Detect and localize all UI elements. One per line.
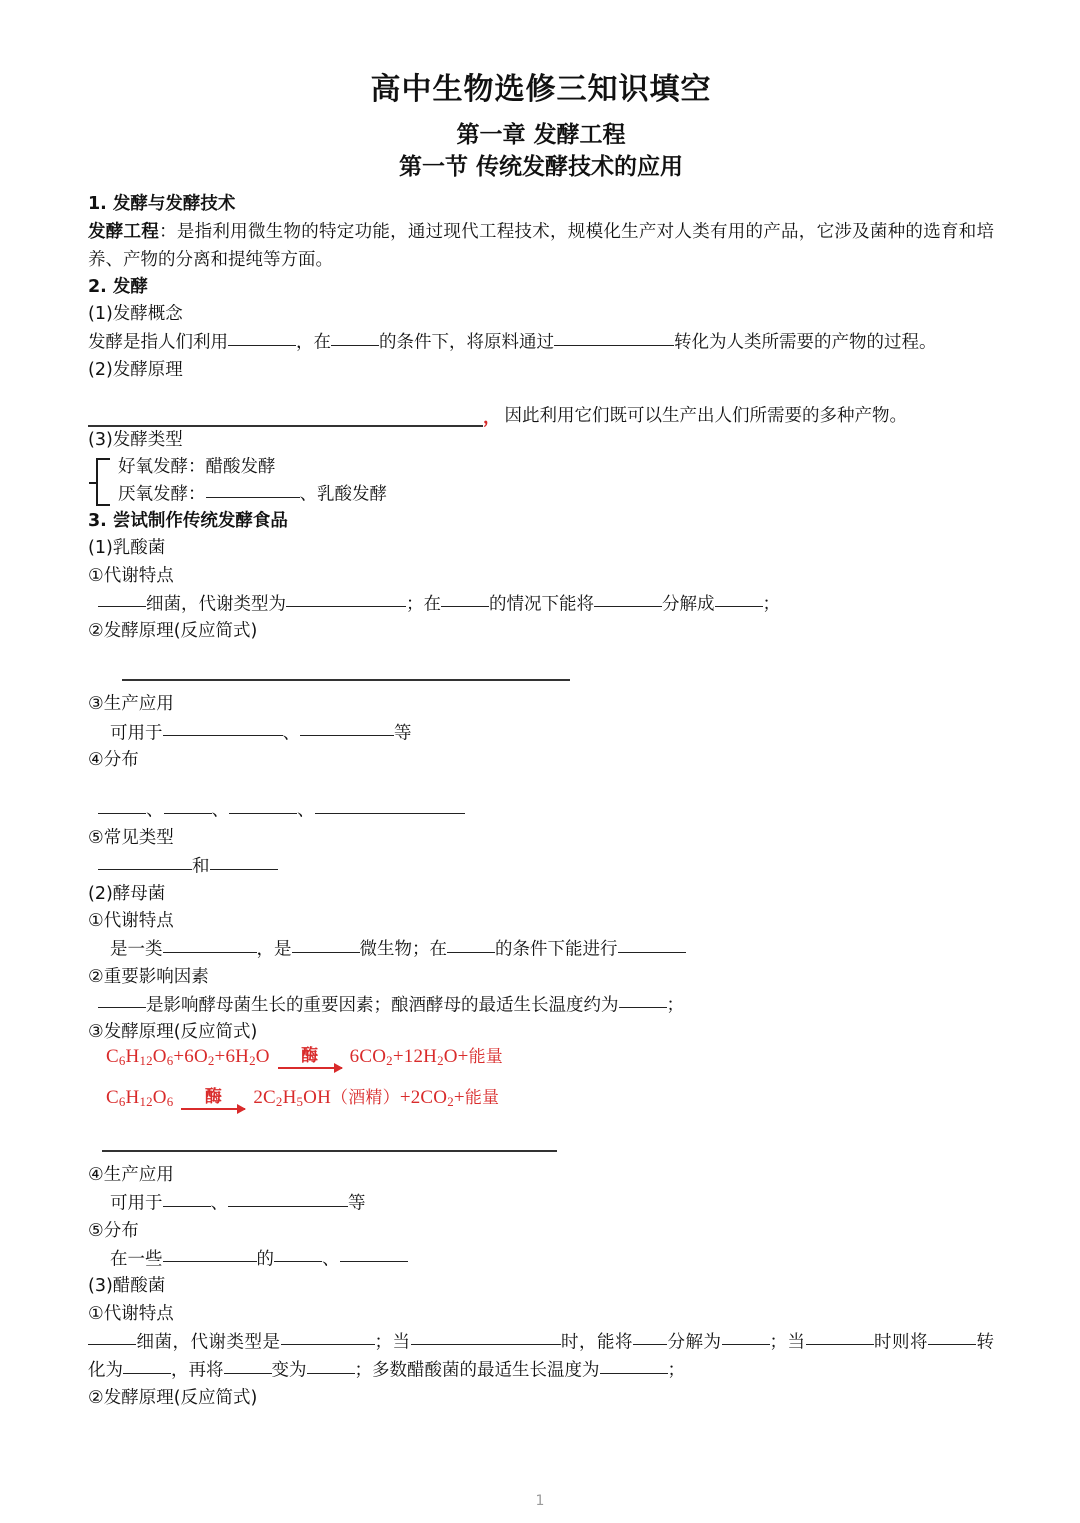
blank-field[interactable] [164,796,212,814]
concept-text-a: 发酵是指人们利用 [88,332,228,353]
blank-field[interactable] [715,590,763,608]
catalyst-label: 酶 [301,1046,319,1067]
blank-field[interactable] [88,1328,136,1346]
heading-2: 2. 发酵 [88,277,148,297]
yeast-dist-text-a: 在一些 [110,1249,163,1270]
acetic-text-c: 时，能将 [560,1332,633,1353]
lactic-application-fill [88,719,994,748]
blank-field[interactable] [98,991,146,1009]
document-title: 高中生物选修三知识填空 [370,72,712,107]
red-comma: ， [483,407,501,428]
blank-field[interactable] [98,590,146,608]
lactic-app-text-a: 可用于 [110,723,163,744]
anaerobic-tail: 、乳酸发酵 [299,485,387,505]
blank-field[interactable] [447,935,495,953]
blank-field[interactable] [123,1356,171,1374]
lactic-distribution-fill [88,796,994,825]
fermentation-concept-fill [88,328,994,357]
lactic-item3-label: ③生产应用 [88,694,174,715]
acetic-text-l: ； [667,1360,685,1381]
acetic-metabolism-fill [88,1328,994,1385]
equation-left-side: $C_6H_{12}O_6+6O_2+6H_2O$ [106,1046,270,1069]
fermentation-types-group [88,454,994,508]
sep: 、 [297,800,315,821]
lactic-text-a: 细菌，代谢类型为 [146,594,286,615]
concept-text-c: 的条件下，将原料通过 [379,332,554,353]
blank-field[interactable] [163,719,283,737]
blank-field[interactable] [594,590,662,608]
yeast-metabolism-fill [88,935,994,964]
label-fermentation-concept: (1)发酵概念 [88,304,183,325]
blank-field[interactable] [163,935,257,953]
acetic-text-e: ； [769,1332,787,1353]
chemical-equations-block [88,1046,994,1110]
acetic-text-j: 变为 [271,1360,307,1381]
acetic-text-h: 转化为 [88,1332,994,1381]
anaerobic-label: 厌氧发酵： [118,485,206,505]
concept-text-d: 转化为人类所需要的产物的过程。 [674,332,937,353]
acetic-text-g: 时则将 [873,1332,928,1353]
lactic-app-sep: 、 [282,723,300,744]
blank-field[interactable] [722,1328,770,1346]
blank-field[interactable] [331,328,379,346]
acetic-text-b: ；当 [374,1332,411,1353]
blank-field[interactable] [315,796,465,814]
energy-label: 能量 [464,1088,500,1109]
yeast-text-b: ，是 [256,939,292,960]
equation-left-side: $C_6H_{12}O_6$ [106,1087,174,1110]
spacer [88,1152,994,1162]
arrow-line [278,1067,342,1069]
acetic-item1-label: ①代谢特点 [88,1303,174,1324]
concept-text-b: ，在 [296,332,331,353]
yeast-text-c: 微生物；在 [359,939,447,960]
acetic-text-f: 当 [787,1332,806,1353]
blank-field[interactable] [928,1328,976,1346]
term-fermentation-engineering: 发酵工程 [88,222,160,242]
blank-field[interactable] [274,1245,322,1263]
lactic-text-c: 的情况下能将 [489,594,594,615]
yeast-dist-text-b: 的 [256,1249,274,1270]
page-number: 1 [535,1493,545,1509]
energy-label: 能量 [468,1047,503,1068]
acetic-text-a: 细菌，代谢类型是 [136,1332,281,1353]
document-content [88,70,994,1412]
yeast-distribution-fill [88,1245,994,1274]
yeast-text-d: 的条件下能进行 [495,939,618,960]
chapter-title: 第一章 发酵工程 [456,121,626,148]
label-yeast: (2)酵母菌 [88,883,166,904]
spacer [88,681,994,691]
principle-answer-row [88,406,994,427]
lactic-text-b: ；在 [406,594,441,615]
lactic-item2-label: ②发酵原理(反应简式) [88,621,258,642]
acetic-text-d: 分解为 [667,1332,722,1353]
blank-field[interactable] [228,328,296,346]
blank-field[interactable] [228,1189,348,1207]
reaction-arrow-icon [179,1086,247,1110]
blank-field[interactable] [806,1328,874,1346]
yeast-factor-text-a: 是影响酵母菌生长的重要因素；酿酒酵母的最适生长温度约为 [146,995,619,1016]
yeast-item1-label: ①代谢特点 [88,910,174,931]
yeast-factors-fill [88,991,994,1020]
blank-field[interactable] [633,1328,667,1346]
yeast-app-sep: 、 [210,1193,228,1214]
yeast-dist-sep: 、 [322,1249,340,1270]
alcohol-label: （酒精） [331,1088,400,1109]
acetic-text-k: ；多数醋酸菌的最适生长温度为 [354,1360,600,1381]
blank-field[interactable] [229,796,297,814]
blank-field[interactable] [554,328,674,346]
heading-3: 3. 尝试制作传统发酵食品 [88,511,288,532]
spacer [88,384,994,406]
sep: 、 [211,800,229,821]
acetic-text-i: ，再将 [171,1360,224,1381]
blank-field[interactable] [618,935,686,953]
yeast-item3-label: ③发酵原理(反应简式) [88,1022,258,1043]
blank-field[interactable] [300,719,394,737]
blank-field[interactable] [340,1245,408,1263]
label-acetic-acid-bacteria: (3)醋酸菌 [88,1276,166,1297]
aerobic-fermentation-row: 好氧发酵：醋酸发酵 [118,457,276,478]
blank-field[interactable] [98,796,146,814]
aerobic-respiration-equation [106,1046,994,1069]
blank-field[interactable] [98,852,192,870]
definition-text: ：是指利用微生物的特定功能，通过现代工程技术，规模化生产对人类有用的产品，它涉及菌种的选育和培养、产物的分离和提纯等方面。 [88,222,995,270]
anaerobic-fermentation-row [118,480,994,508]
label-lactic-acid-bacteria: (1)乳酸菌 [88,538,166,559]
spacer [88,774,994,796]
blank-field[interactable] [600,1356,668,1374]
blank-field[interactable] [281,1328,375,1346]
fermentation-engineering-definition [88,218,994,274]
sep: 、 [146,800,164,821]
catalyst-label: 酶 [204,1086,222,1107]
lactic-common-types-fill [88,852,994,881]
blank-field[interactable] [411,1328,561,1346]
section-title: 第一节 传统发酵技术的应用 [398,153,683,180]
lactic-metabolism-fill [88,590,994,619]
left-brace-icon [96,458,110,506]
lactic-text-e: ； [762,594,780,615]
blank-field[interactable] [619,991,667,1009]
reaction-arrow-icon [276,1048,344,1069]
lactic-item1-label: ①代谢特点 [88,565,174,586]
label-fermentation-types: (3)发酵类型 [88,430,183,450]
yeast-application-fill [88,1189,994,1218]
label-fermentation-principle: (2)发酵原理 [88,359,183,380]
lactic-item5-label: ⑤常见类型 [88,827,174,848]
acetic-item2-label: ②发酵原理(反应简式) [88,1387,258,1408]
yeast-app-text-c: 等 [348,1193,366,1214]
equation-right-side: $6CO_2+12H_2O+$能量 [349,1046,503,1069]
equation-right-side: $2C_2H_5OH$（酒精）$+2CO_2+$能量 [253,1087,500,1110]
blank-field[interactable] [441,590,489,608]
lactic-item4-label: ④分布 [88,750,139,771]
blank-field[interactable] [206,480,300,498]
yeast-item5-label: ⑤分布 [88,1220,139,1241]
blank-field[interactable] [163,1245,257,1263]
blank-field[interactable] [224,1356,272,1374]
blank-field[interactable] [210,852,278,870]
blank-field[interactable] [307,1356,355,1374]
yeast-text-a: 是一类 [110,939,163,960]
blank-field[interactable] [292,935,360,953]
yeast-app-text-a: 可用于 [110,1193,163,1214]
anaerobic-respiration-equation [106,1087,994,1110]
yeast-item4-label: ④生产应用 [88,1164,174,1185]
yeast-factor-text-b: ； [666,995,684,1016]
lactic-types-conj: 和 [192,856,210,877]
blank-field[interactable] [163,1189,211,1207]
lactic-app-text-c: 等 [394,723,412,744]
lactic-text-d: 分解成 [662,594,715,615]
arrow-line [181,1108,245,1110]
blank-field[interactable] [286,590,406,608]
spacer [88,645,994,679]
principle-tail-text: 因此利用它们既可以生产出人们所需要的多种产物。 [504,406,907,426]
spacer [88,1128,994,1150]
yeast-item2-label: ②重要影响因素 [88,966,209,987]
heading-1: 1. 发酵与发酵技术 [88,193,236,214]
